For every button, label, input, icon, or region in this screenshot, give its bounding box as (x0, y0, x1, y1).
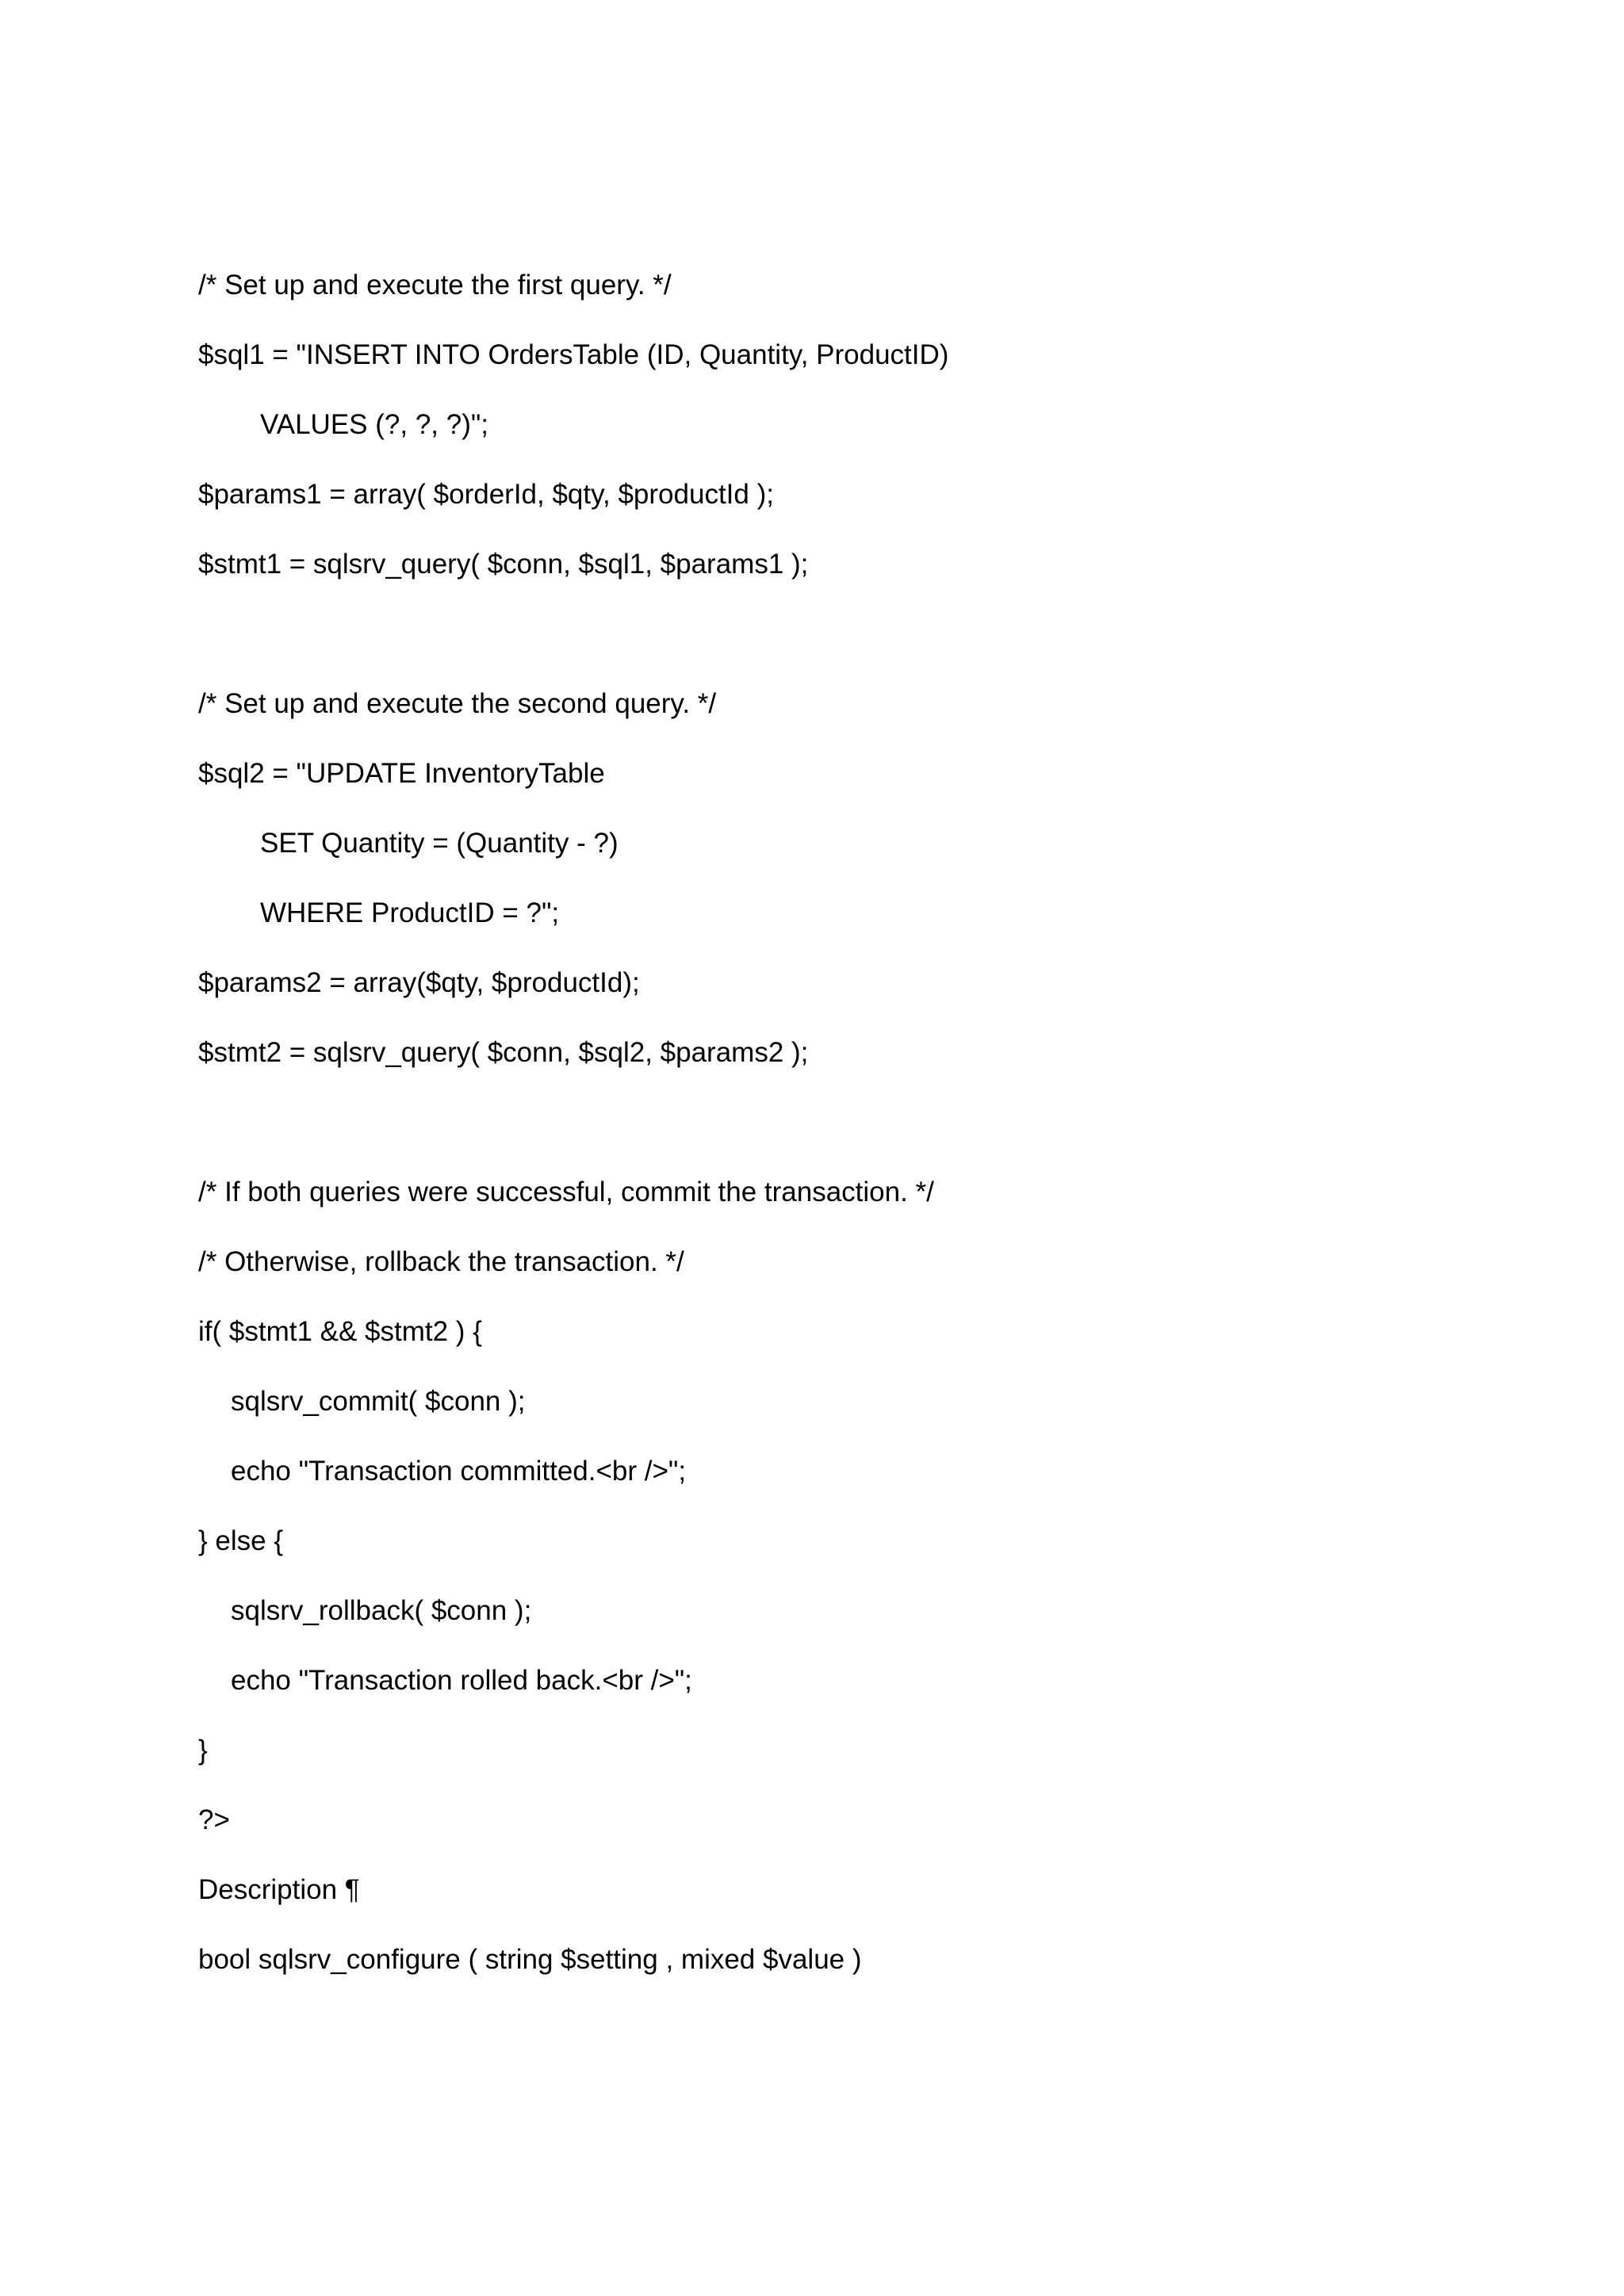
sql2-where-clause: WHERE ProductID = ?"; (260, 897, 560, 928)
rollback-call: sqlsrv_rollback( $conn ); (231, 1595, 532, 1626)
description-heading: Description ¶ (198, 1874, 360, 1905)
sql1-values: VALUES (?, ?, ?)"; (260, 409, 488, 440)
comment-second-query: /* Set up and execute the second query. */ (198, 688, 717, 719)
comment-first-query: /* Set up and execute the first query. */ (198, 270, 672, 300)
comment-commit: /* If both queries were successful, commit the transaction. */ (198, 1177, 934, 1207)
else-statement: } else { (198, 1525, 284, 1556)
sql2-set-clause: SET Quantity = (Quantity - ?) (260, 828, 619, 859)
comment-rollback: /* Otherwise, rollback the transaction. */ (198, 1246, 684, 1277)
params2-assignment: $params2 = array($qty, $productId); (198, 967, 640, 998)
function-signature: bool sqlsrv_configure ( string $setting , mixed $value ) (198, 1944, 862, 1975)
echo-rolled-back: echo "Transaction rolled back.<br />"; (231, 1665, 692, 1696)
params1-assignment: $params1 = array( $orderId, $qty, $productId ); (198, 479, 774, 510)
sql2-assignment: $sql2 = "UPDATE InventoryTable (198, 758, 605, 789)
echo-committed: echo "Transaction committed.<br />"; (231, 1456, 687, 1487)
if-statement: if( $stmt1 && $stmt2 ) { (198, 1316, 482, 1347)
sql1-assignment: $sql1 = "INSERT INTO OrdersTable (ID, Quantity, ProductID) (198, 339, 949, 370)
commit-call: sqlsrv_commit( $conn ); (231, 1386, 526, 1417)
stmt1-assignment: $stmt1 = sqlsrv_query( $conn, $sql1, $params1 ); (198, 549, 809, 580)
stmt2-assignment: $stmt2 = sqlsrv_query( $conn, $sql2, $params2 ); (198, 1037, 809, 1068)
php-closing-tag: ?> (198, 1804, 230, 1835)
closing-brace: } (198, 1735, 208, 1766)
